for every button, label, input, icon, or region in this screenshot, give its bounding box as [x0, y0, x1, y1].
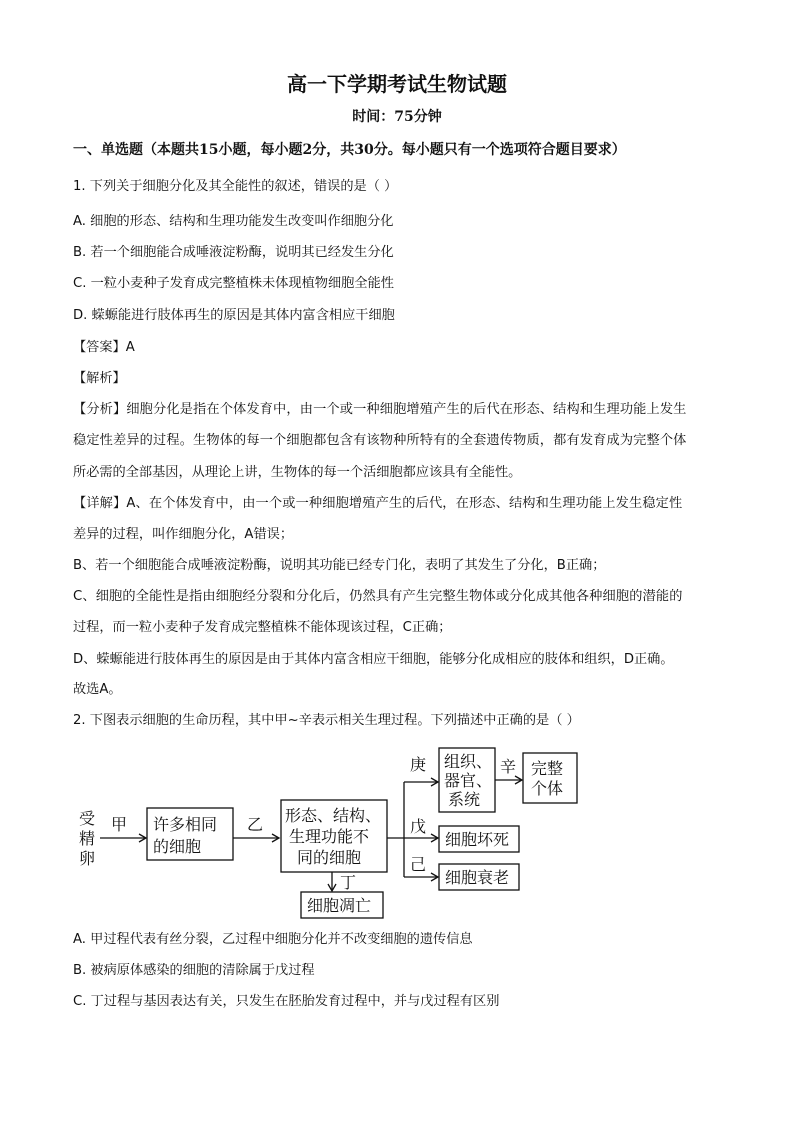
- process-wu-label: 戊: [410, 817, 427, 836]
- box-text: 器官、: [444, 771, 493, 790]
- q2-option-c: C. 丁过程与基因表达有关，只发生在胚胎发育过程中，并与戊过程有区别: [73, 994, 500, 1009]
- box-text: 同的细胞: [297, 848, 362, 867]
- page-title: 高一下学期考试生物试题: [287, 72, 507, 96]
- q1-xiangjie-line: C、细胞的全能性是指由细胞经分裂和分化后，仍然具有产生完整生物体或分化成其他各种细胞的潜能的: [73, 589, 683, 604]
- q2-stem: 2. 下图表示细胞的生命历程，其中甲~辛表示相关生理过程。下列描述中正确的是（ ）: [73, 713, 580, 728]
- cell-life-cycle-diagram: [73, 742, 553, 922]
- q1-xiangjie-line: 过程，而一粒小麦种子发育成完整植株不能体现该过程，C正确；: [73, 620, 452, 635]
- start-char: 精: [79, 829, 96, 848]
- process-geng-label: 庚: [410, 755, 427, 774]
- q1-option-c: C. 一粒小麦种子发育成完整植株未体现植物细胞全能性: [73, 276, 394, 291]
- box-text: 许多相同: [153, 815, 218, 834]
- answer-label: 【答案】: [73, 340, 126, 355]
- box-text: 细胞凋亡: [307, 896, 372, 915]
- q1-option-d: D. 蝾螈能进行肢体再生的原因是其体内富含相应干细胞: [73, 308, 395, 323]
- q1-conclusion: 故选A。: [73, 682, 122, 697]
- box-text: 细胞衰老: [445, 868, 510, 887]
- q1-option-b: B. 若一个细胞能合成唾液淀粉酶，说明其已经发生分化: [73, 245, 394, 260]
- process-jia-label: 甲: [111, 815, 128, 834]
- box-text: 细胞坏死: [445, 830, 510, 849]
- section-heading: 一、单选题（本题共15小题，每小题2分，共30分。每小题只有一个选项符合题目要求）: [73, 142, 626, 158]
- box-text: 的细胞: [153, 837, 202, 856]
- q1-fenxi-line: 稳定性差异的过程。生物体的每一个细胞都包含有该物种所特有的全套遗传物质，都有发育成为完整个体: [73, 433, 687, 448]
- q1-fenxi-line: 【分析】细胞分化是指在个体发育中，由一个或一种细胞增殖产生的后代在形态、结构和生理功能上发生: [73, 402, 687, 417]
- exam-duration: 时间：75分钟: [352, 109, 442, 125]
- q1-analysis-label: 【解析】: [73, 371, 126, 386]
- q1-xiangjie-line: D、蝾螈能进行肢体再生的原因是由于其体内富含相应干细胞，能够分化成相应的肢体和组织，D正确。: [73, 652, 674, 667]
- box-text: 系统: [448, 790, 481, 809]
- box-text: 生理功能不: [289, 827, 370, 846]
- box-complete-individual: [522, 752, 578, 804]
- q2-option-a: A. 甲过程代表有丝分裂，乙过程中细胞分化并不改变细胞的遗传信息: [73, 932, 473, 947]
- process-xin-label: 辛: [500, 757, 517, 776]
- q1-option-a: A. 细胞的形态、结构和生理功能发生改变叫作细胞分化: [73, 214, 394, 229]
- process-ji-label: 己: [410, 855, 427, 874]
- box-text: 完整: [531, 759, 564, 778]
- box-text: 个体: [531, 779, 564, 798]
- box-text: 形态、结构、: [285, 806, 382, 825]
- answer-value: A: [125, 340, 135, 355]
- q1-fenxi-line: 所必需的全部基因，从理论上讲，生物体的每一个活细胞都应该具有全能性。: [73, 465, 522, 480]
- q1-stem: 1. 下列关于细胞分化及其全能性的叙述，错误的是（ ）: [73, 179, 398, 194]
- start-char: 卵: [79, 849, 96, 868]
- q1-xiangjie-line: B、若一个细胞能合成唾液淀粉酶，说明其功能已经专门化，表明了其发生了分化，B正确；: [73, 558, 606, 573]
- q1-answer: [73, 339, 135, 357]
- start-char: 受: [79, 809, 96, 828]
- box-text: 组织、: [444, 752, 493, 771]
- q1-xiangjie-line: 差异的过程，叫作细胞分化，A错误；: [73, 527, 294, 542]
- process-ding-label: 丁: [340, 873, 357, 892]
- q1-xiangjie-line: 【详解】A、在个体发育中，由一个或一种细胞增殖产生的后代，在形态、结构和生理功能上发生稳定性: [73, 496, 683, 511]
- q2-option-b: B. 被病原体感染的细胞的清除属于戊过程: [73, 963, 315, 978]
- process-yi-label: 乙: [247, 815, 264, 834]
